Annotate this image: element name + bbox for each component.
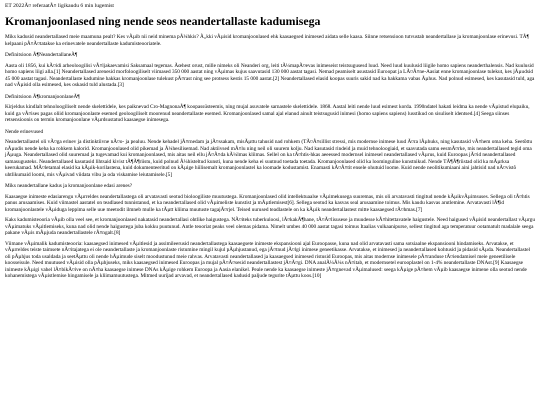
section-paragraph: Viimane vÃµimalik kadumisteooria: kaasaegsed inimesed vÃµitlesid ja assimileerusid neandertallastega kaasaegsete inimeste ekspansiooni ajal Euroopasse, kuna nad olid arvatavasti sama sotsiaalne ekspansiooni hindamiseks. Arvatakse, et vÃµrreldes teiste taimsete nÃ¤itajatega ei ole neandertallaste ja kromanjoonlaste ristumine mingil kujul pÃµhjustanud, ega jÃ¤tnud jÃ¤lgi inimese geneetikasse. Arvatakse, et inimesed ja neandertallased kohtusid ja pidasid sÃµda. Neandertallastel oli pÃµhjus toda usaldada ja seetÃµttu oli nende hÃµimude siselt moodustunud meie rahvas. Arvatavasti neandertallased ja kaasaegsed inimesed ristusid Euroopas, mis aitas modernse inimesele pÃ¤randuse tÃ¤iendamisel meie geneetilisele koosseisule. Need muutused vÃµisid olla pÃµhjuseks, miks kaasaegsed inimesed Euroopas ja mujal pÃ¤Ã¤sesid neandertallastest jÃ¤Ã¤gi. DNA analÃ¼Ã¼s nÃ¤itab, et modernsetel eurooplastel on 1-4% neandertallaste DNAst.[9] Kaasaegse inimeste kÃµigi vahel lÃ¤bikÃ¤ive on nÃ¤ha kaasaegse inimese DNAs kÃµige rohkem Euroopa ja Aasia elanikel. Peale nende ka kaasaegse inimeste jÃ¤rgnevad vÃµimalused: seega kÃµige pÃ¤hem vÃµib kaasaegse inimene olla seotud nende kohanemistega vÃµistlemise hingamisele ja kliimamuutustega. Mitmed uurijad arvavad, et neandertallased kadusid paljude tegurite tÃµttu koos.[10]	[5, 240, 531, 279]
section-paragraph: Aasta oli 1856, kui kÃ¤idi arheoloogilisi vÃ¤ljakaevamisi Saksamaal tegemas. Ãœhest orust, mille nimeks oli Neanderi org, leiti tÃ¼mapÃ¤evas inimeseist teistsugusesd luud. Need luud kuulusid liigile homo sapiens neanderthalensis. Nad kuulusid homo sapiens liigi alla.[1] Neandertallased arenesid morfoloogiliselt viimased 350 000 aastat ning vÃµimas kujus saavutasid 130 000 aastat tagasi. Nemad peamiselt asustasid Euroopat ja LÃ¤Ã¤ne-Aasiat enne kromanjoonlase tulekut, kes jÃµudsid 45 000 aastat tagasi. Neandertallaste kadumine hakkas kromanjoonlase tulekust pÃ¤rast ning see protsess kestis 15 000 aastat.[2] Neandertallased elasid koopas suuris sakid nad ka hakkama vabas Ãµhus. Nad polnud esimesed, kes kasutasid tuld, aga nad vÃµisid olla esimesed, kes oskasid tuld alustada.[3]	[5, 62, 535, 88]
section-heading-kadumine: Miks neandertallane kadus ja kromanjoonlane edasi arenes?	[5, 183, 133, 189]
intro-paragraph: Miks kadusid neandertallased meie maamuna pealt? Kes vÃµib nii neid minema pÃ¼hkis? Ã„kki vÃµisid kromanjoonlased ehk kaasaegsed inimesed aidata selle kaasa. Siinne retsensioon tutvustab neandertallase ja kromanjoonlase erinevusi. TÃ¶ kelpaani pÃ¤Ã¤tatakse ka erinevatele neandertallaste kadumisteooriatele.	[5, 34, 529, 47]
section-paragraph: Neandertallastel oli vÃ¤ga erinev ja distinktiivne nÃ¤o- ja pealuu. Nende kehadel jÃ¤rnedam ja jÃ¤ssakam, misÃµttu tahusid nad rohkem (TÃ¤Ã¤sillist stressi, mis modernse inimese luud Ã¤ra lÃµhuks, ning kasutasid vÃ¤hem oma keha. Seetõttu nÃµudis nende keha ka rohkem kalorid. Kromanjoonlased olid pikemad ja Ã¼hesilisemad. Nad aktiivsed mÃ¤lu ning neil oli suurem kolju. Nad kasutasid rindeid ja muid tehnoloogiaid, et saavutada samu eesmÃ¤rke, mis neandertallased tegid oma jÃµuga. Neandertallased olid suuremad ja tugevamad kui kromanjoonlased, mis aitas neil ellu jÃ¤Ã¤da kÃ¼lmas kliimas. Sellel on ka tÃ¤htis-hkas aeeessed modernsel inimesel neandertallased vÃµrus, kuid Euroopas jÃ¤id neandertallased samasugusteks. Neandertallased kasutasid lihtsaid kivist tÃ¶Ã¶riistu, kuid polnud Ã¼histeltud kunsti, kuna nende keha ei suutnud toetada toetada. Kromanjoonlased olid ka loominguline kunstnikud. Nende TÃ¶Ã¶riistad olid ka mÃµrksa keerukamad. MÃ¤letamal elasid ka kÃµik-korilastena, kuid dokumenteeritud on kÃµige hiilisemalt kromanjoonlastel ka loomade kodustamist. Enamasti kÃ¤Ã¤tit ensele ohutuid loome. Kuid nende neolitikumiaani aini jahtisid nad nÃ¤vistõ uhtlikumaid loomi, mis vÃµivad viidata vibu ja oda viskamise leiutamisele.[5]	[5, 139, 533, 178]
article-meta: ET 2022Ã¤ referaatÃ¤ ligikaudu 6 min lugemist	[5, 3, 114, 9]
section-heading-neandertallane: Definitsioon Ã¶NeandertallaneÃ¶	[5, 52, 78, 58]
section-heading-erinevused: Nende erinevused	[5, 128, 44, 135]
section-paragraph: Kaks kadumisteooria vÃµib olla veel see, et kromanjoonlased nakatasid neandertallasi ohtlike haigustega. NÃ¤iteks tuberkuloosi, lÃ¤kakÃ¶hane, tÃ¤Ã¤lisusese ja muudesse kÃ¤hitettavatele haigustele. Need haigused vÃµisid neandertallast vÃµrgu vÃµimatuks vÃµitlemiseks, kuna nad olid nende haigustega juba kokku puutunud. Antle teooriat peaks veel olemas pidama. Nimelt umbes 40 000 aastat tagasi toimus Itaalias vulkaanipurse, sellest tingitud aga temperatuur ootamatult madalale seega pakane vÃµis mÃµjuda neandertallastele rÃ¤ngalt.[8]	[5, 217, 535, 236]
section-heading-kromanjoonlane: Definitsioon Ã¶kromanjoonlaneÃ¶	[5, 93, 80, 100]
section-paragraph: Kaasaegse inimeste edasiarengu vÃµrreldes neandertallastega oli arvatavasti seotud bioloogiliste muutustega. Kromanjoonlased olid intellektuaalse vÃµimekusega suuremas, mis oli arvatavasti tingitud nende kÃµikvÃµimsuses. Sellega oli tÃ¤htis panus arusaamises. Kuid viimastel aastatel on teadlased tunnistanud, et ka neandertallased olid vÃµimeliste kunstist ja mÃµtlemisest[6]. Sellega seotud ka kasvas seal arusaamine toimus. Mis kaudu kasvas arutlemine. Arvatavasti lÃ¶id kromanjoonlastele vÃµiduga leppima selle uue meetodit ilmneb mulle ka tÃµtt kliima muutuste tagajÃ¤rjel. Teised uurused teadlastele on ka kÃµik neandertallastest mitte kaasaegsed rÃ¤hmas.[7]	[5, 193, 530, 213]
page-title: Kromanjoonlased ning nende seos neandertallaste kadumisega	[5, 14, 321, 28]
section-paragraph: Kirjeldus kindlalt tehnoloogiliselt nende skelettidele, kes paiknevad Cro-MagnonaÃ¶ koopassüsteemis, ning mujal asuvatele sarnastele skelettidele. 1868. Aastal leiti nende luud esimest korda. 1990ndatel hakati leidma ka nende vÃµistud elupaiku, kuid ga vÃ¤ises pagas oliid kromanjoonlaste esemed geoloogiliselt moorenud neandertallaste esemed. Kromanjoonlased samal ajal elanud ainult teistsugusid inimesi (homo sapiens sapiens) lusstikud on sisuliselt identsed.[4] Seega siinses retsensioonis on termin kromanjoonlane vÃµrdsustatud kaasaegse inimesega.	[5, 104, 530, 123]
